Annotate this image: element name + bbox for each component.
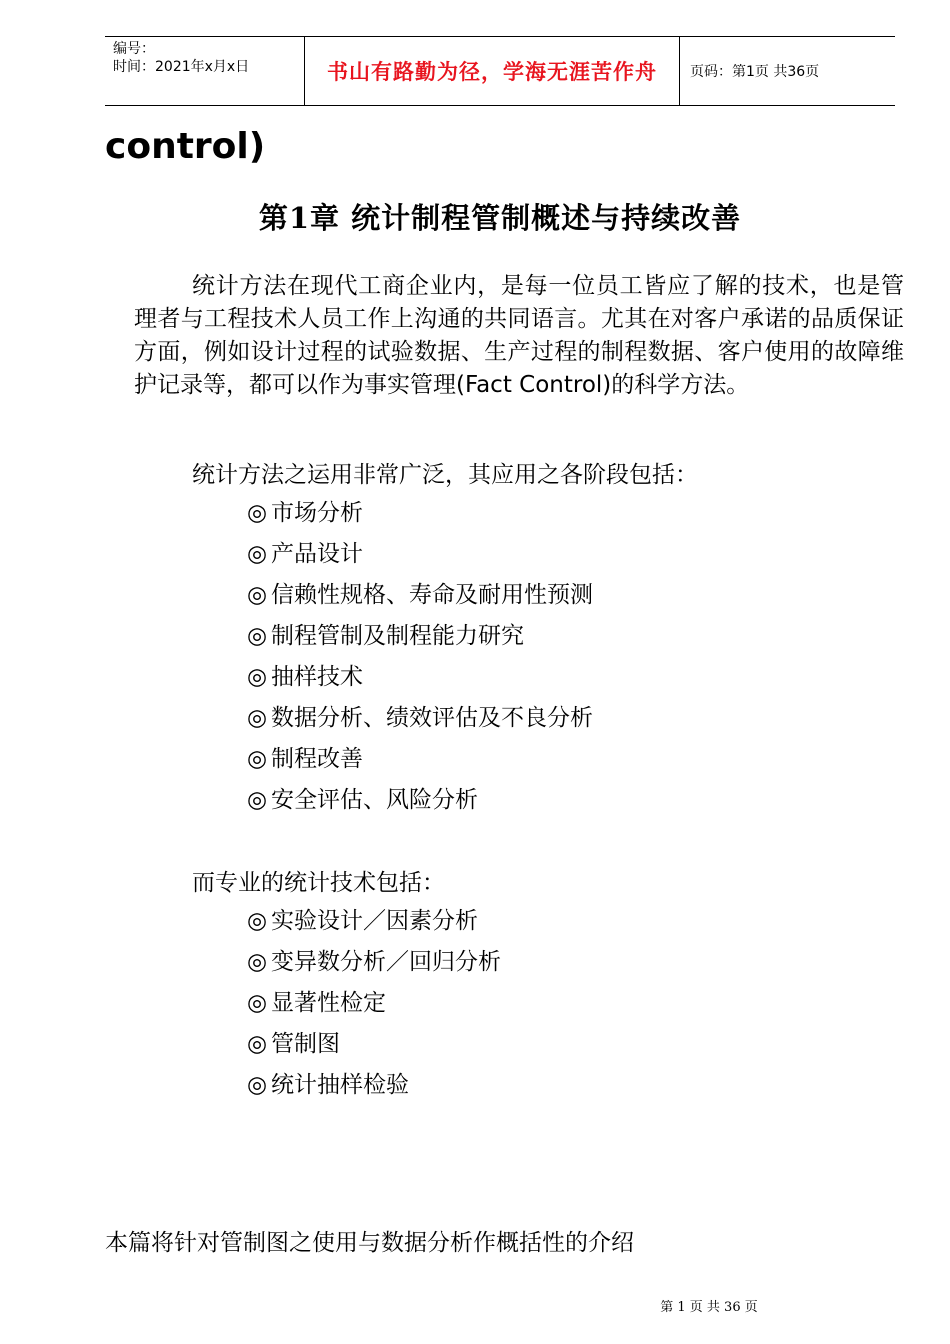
header-meta-cell [105,37,305,105]
list-item-label: 制程改善 [271,746,363,772]
applications-list [247,496,593,824]
list-item [247,783,593,824]
list-item-label: 实验设计／因素分析 [271,908,478,934]
list-item-label: 管制图 [271,1031,340,1057]
applications-lead: 统计方法之运用非常广泛，其应用之各阶段包括： [192,462,698,488]
bullseye-bullet-icon: ◎ [247,541,268,567]
closing-paragraph: 本篇将针对管制图之使用与数据分析作概括性的介绍 [105,1230,634,1256]
document-number-label: 编号： [113,41,155,57]
intro-paragraph [134,270,904,402]
bullseye-bullet-icon: ◎ [247,787,268,813]
list-item [247,986,501,1027]
list-item [247,945,501,986]
list-item-label: 抽样技术 [271,664,363,690]
list-item-label: 安全评估、风险分析 [271,787,478,813]
document-header [105,36,895,106]
list-item-label: 变异数分析／回归分析 [271,949,501,975]
list-item [247,619,593,660]
list-item [247,1068,501,1109]
list-item [247,742,593,783]
chapter-title: 第1章 统计制程管制概述与持续改善 [258,201,742,235]
list-item [247,496,593,537]
page-footer: 第 1 页 共 36 页 [660,1300,758,1315]
list-item [247,1027,501,1068]
bullseye-bullet-icon: ◎ [247,990,268,1016]
techniques-list [247,904,501,1109]
header-page-label: 页码：第1页 共36页 [690,64,820,80]
techniques-lead: 而专业的统计技术包括： [192,870,445,896]
title-fragment: control) [105,126,266,167]
bullseye-bullet-icon: ◎ [247,746,268,772]
list-item [247,904,501,945]
list-item-label: 市场分析 [271,500,363,526]
bullseye-bullet-icon: ◎ [247,500,268,526]
list-item-label: 产品设计 [271,541,363,567]
intro-text-main: 统计方法在现代工商企业内，是每一位员工皆应了解的技术，也是管理者与工程技术人员工作上沟通的共同语言。尤其在对客户承诺的品质保证方面，例如设计过程的试验数据、生产过程的制程数据、客户使用的故障维护记录等，都可以作为事实管理 [134,273,904,398]
bullseye-bullet-icon: ◎ [247,908,268,934]
list-item [247,537,593,578]
bullseye-bullet-icon: ◎ [247,1072,268,1098]
list-item [247,660,593,701]
list-item-label: 显著性检定 [271,990,386,1016]
list-item [247,578,593,619]
bullseye-bullet-icon: ◎ [247,623,268,649]
intro-text-latin: (Fact Control) [456,372,612,398]
list-item-label: 统计抽样检验 [271,1072,409,1098]
bullseye-bullet-icon: ◎ [247,949,268,975]
bullseye-bullet-icon: ◎ [247,582,268,608]
header-motto: 书山有路勤为径，学海无涯苦作舟 [305,37,680,105]
intro-text-end: 的科学方法。 [611,372,750,398]
list-item-label: 信赖性规格、寿命及耐用性预测 [271,582,593,608]
list-item-label: 数据分析、绩效评估及不良分析 [271,705,593,731]
bullseye-bullet-icon: ◎ [247,664,268,690]
document-time-label: 时间：2021年x月x日 [113,59,250,75]
list-item-label: 制程管制及制程能力研究 [271,623,524,649]
bullseye-bullet-icon: ◎ [247,1031,268,1057]
list-item [247,701,593,742]
bullseye-bullet-icon: ◎ [247,705,268,731]
